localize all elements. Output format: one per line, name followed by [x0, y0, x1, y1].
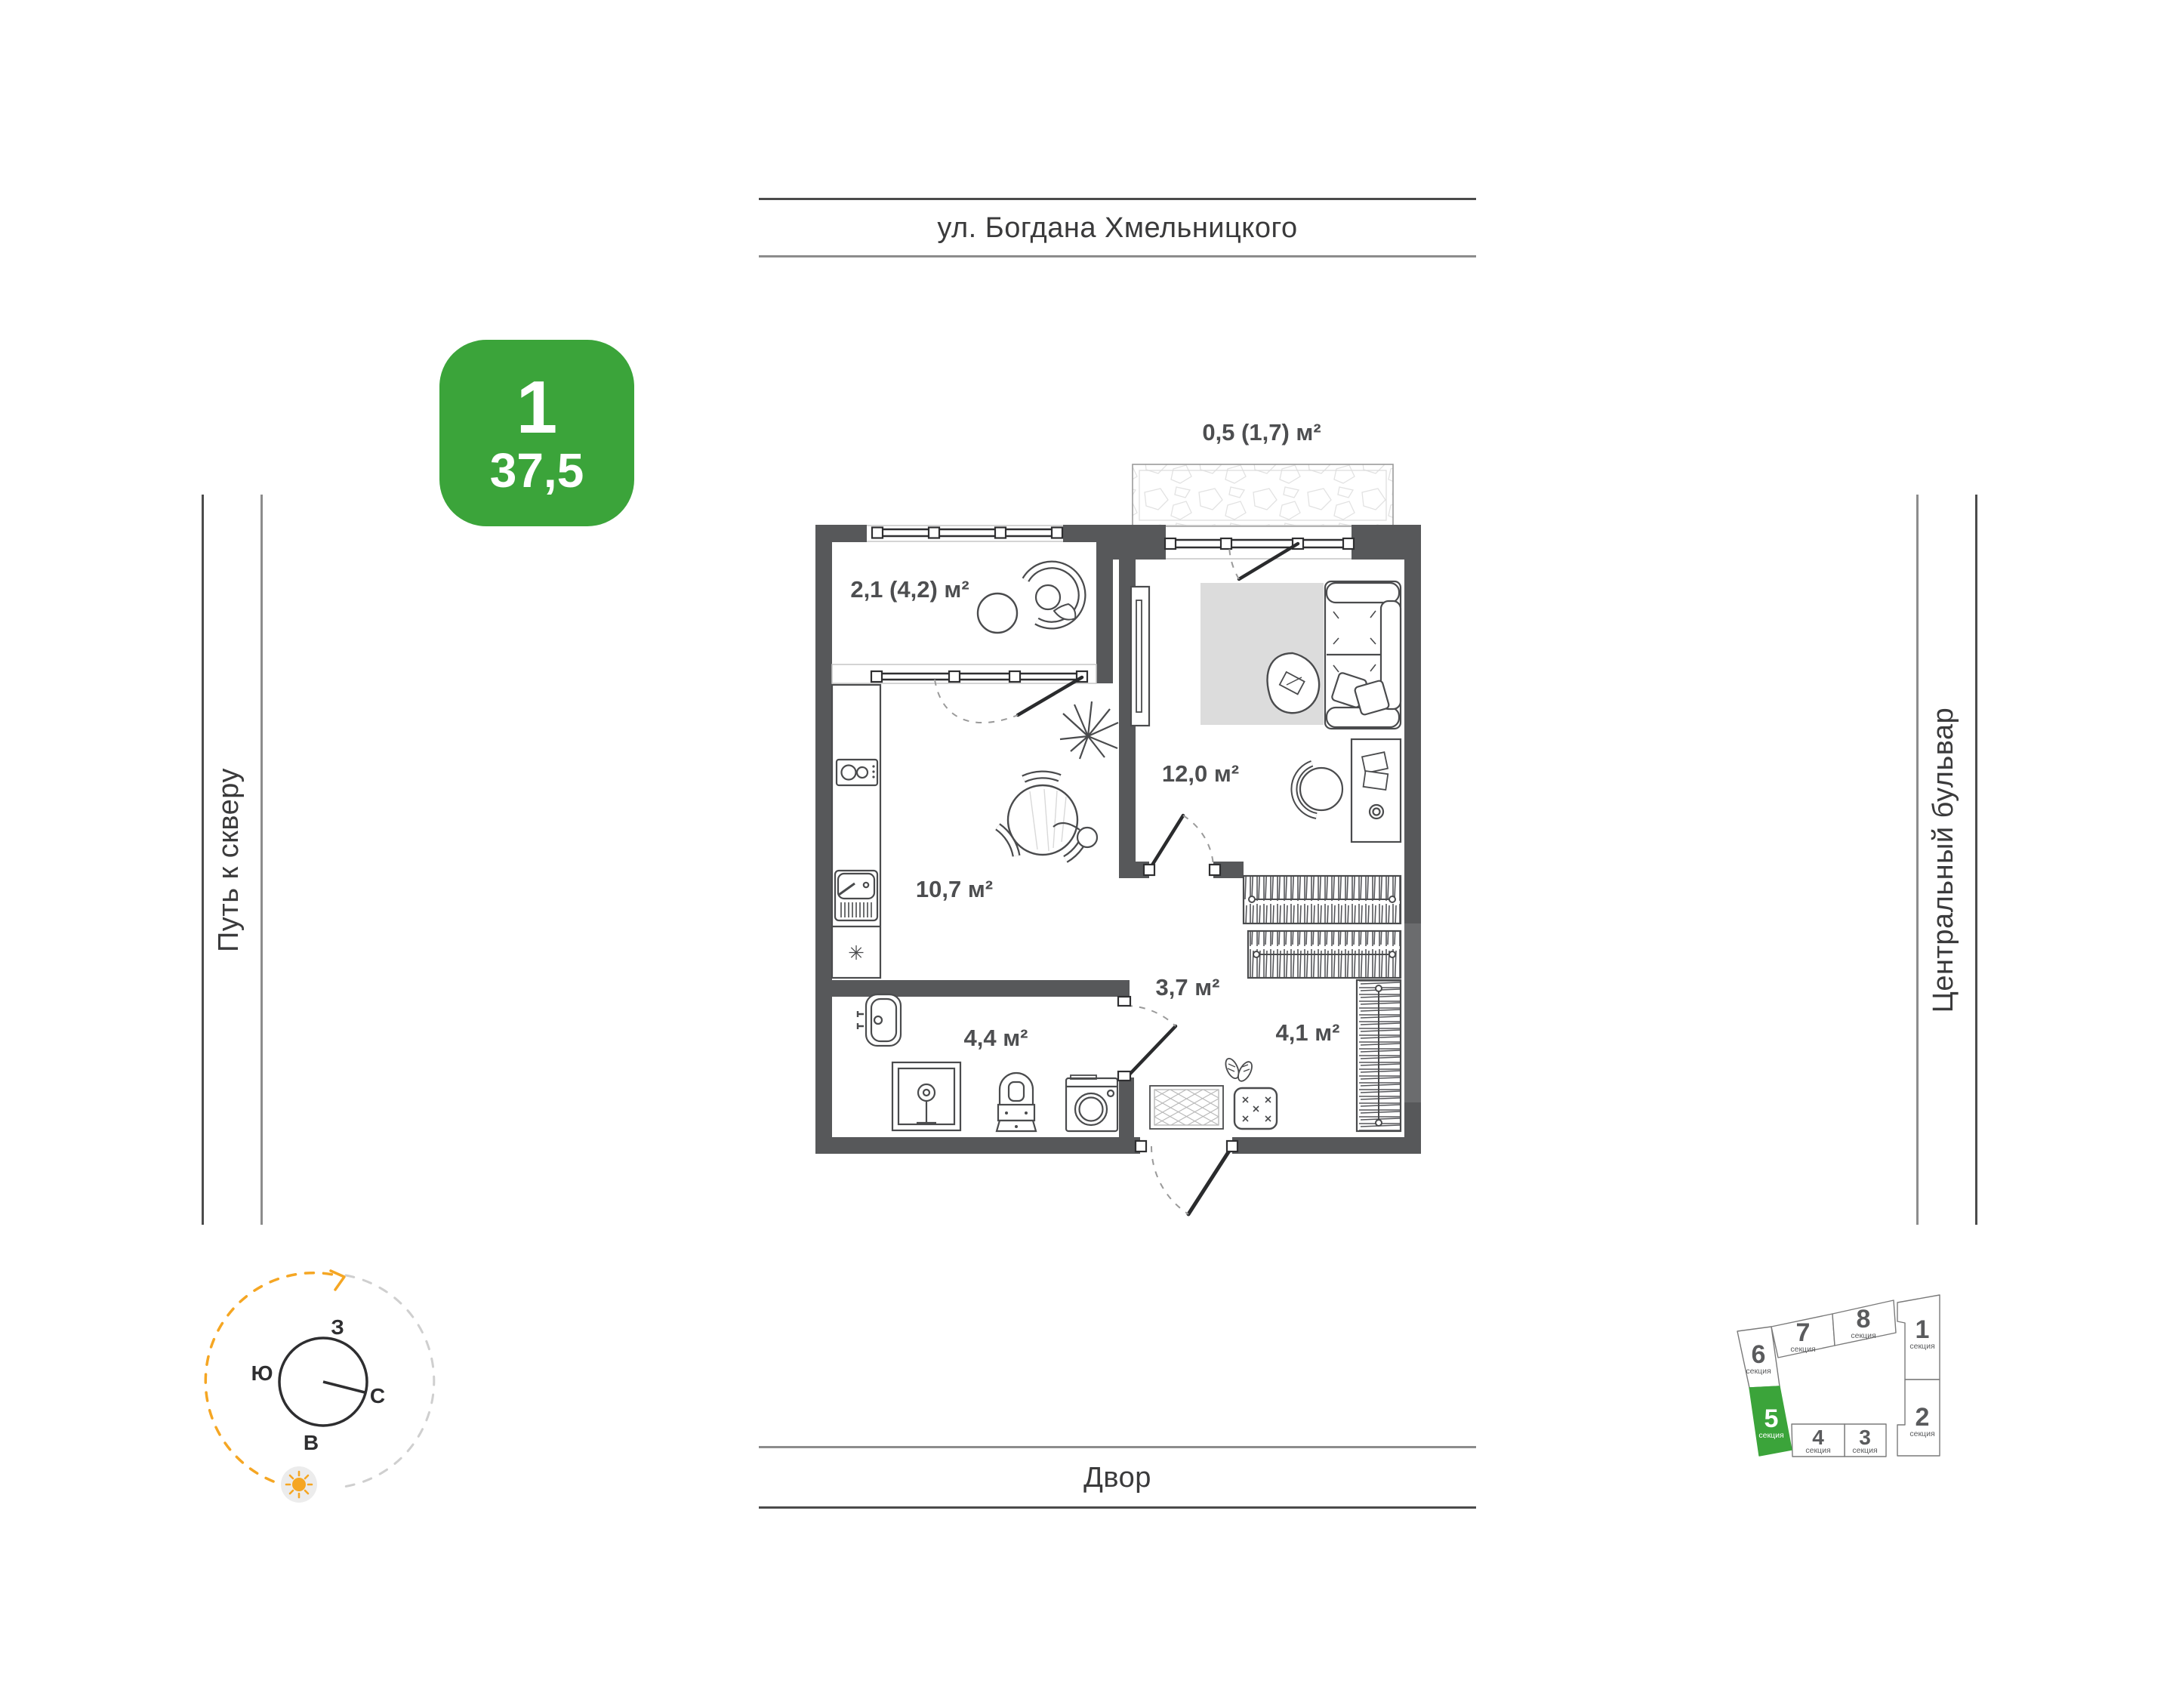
- right-street-inner-line: [1916, 495, 1919, 1225]
- top-street-outer-line: [759, 198, 1476, 200]
- slippers: [1223, 1056, 1255, 1083]
- minimap-section-8-word: секция: [1851, 1331, 1876, 1340]
- badge-rooms-count: 1: [516, 365, 558, 449]
- right-street-label: Центральный бульвар: [1928, 707, 1959, 1013]
- left-street-outer-line: [202, 495, 204, 1225]
- badge-total-area: 37,5: [489, 442, 584, 498]
- sun-icon: [281, 1466, 317, 1503]
- building-minimap: [1721, 1287, 1978, 1476]
- bottom-street-label: Двор: [1083, 1462, 1151, 1494]
- minimap-section-3-word: секция: [1852, 1446, 1878, 1455]
- minimap-section-2-number: 2: [1915, 1403, 1930, 1432]
- right-street-outer-line: [1975, 495, 1977, 1225]
- door-bathroom: [1118, 997, 1176, 1081]
- kitchen-area-label: 10,7 м²: [915, 876, 994, 902]
- minimap-section-2-word: секция: [1909, 1429, 1935, 1438]
- washing-machine: [1066, 1075, 1117, 1131]
- hallway-area-label: 3,7 м²: [1155, 974, 1220, 1000]
- sofa: [1325, 581, 1401, 729]
- person-at-table: [1077, 828, 1097, 847]
- fridge-symbol: ✳: [848, 942, 865, 964]
- door-entrance: [1136, 1141, 1237, 1214]
- room-living: [1131, 581, 1401, 842]
- left-street-label: Путь к скверу: [213, 768, 245, 952]
- left-street-inner-line: [260, 495, 263, 1225]
- kitchen-counter: [832, 685, 880, 978]
- bathroom-sink: [858, 994, 901, 1046]
- room-kitchen: [832, 685, 1118, 978]
- minimap-section-3-number: 3: [1859, 1426, 1871, 1449]
- balcony-floor: [1133, 464, 1393, 526]
- room-bathroom: [858, 994, 1117, 1131]
- minimap-section-4-number: 4: [1812, 1426, 1824, 1449]
- door-balcony: [1229, 544, 1298, 579]
- compass-south: Ю: [251, 1361, 273, 1385]
- room-balcony: [1133, 419, 1393, 526]
- floor-plan-svg: [814, 404, 1441, 1235]
- desk-chair: [1294, 763, 1342, 815]
- compass-west: З: [331, 1315, 344, 1339]
- compass: [189, 1261, 461, 1563]
- pouf: [1234, 1088, 1277, 1129]
- compass-north: С: [369, 1384, 386, 1407]
- loggia-blanket: [1054, 604, 1075, 620]
- minimap-section-6-word: секция: [1746, 1367, 1771, 1376]
- bathroom-area-label: 4,4 м²: [963, 1025, 1028, 1051]
- dining-table: [1008, 785, 1077, 855]
- door-loggia: [935, 677, 1082, 723]
- living-area-label: 12,0 м²: [1161, 760, 1240, 787]
- desk: [1352, 739, 1401, 842]
- closet-top: [1244, 876, 1401, 923]
- loggia-area-label: 2,1 (4,2) м²: [850, 576, 969, 603]
- dining-table-group: [997, 775, 1097, 859]
- toilet: [997, 1073, 1036, 1131]
- minimap-section-7-word: секция: [1790, 1345, 1816, 1354]
- plant: [1060, 701, 1118, 759]
- room-loggia: [850, 565, 1082, 633]
- minimap-section-1-number: 1: [1915, 1315, 1930, 1344]
- bottom-street-outer-line: [759, 1506, 1476, 1509]
- apartment-badge: [439, 340, 634, 526]
- window-loggia-bottom: [832, 664, 1096, 683]
- door-living-hallway: [1144, 815, 1220, 875]
- shower: [892, 1062, 960, 1130]
- loggia-table: [978, 593, 1017, 633]
- top-street-label: ул. Богдана Хмельницкого: [937, 212, 1298, 244]
- minimap-section-4-word: секция: [1805, 1446, 1831, 1455]
- minimap-section-8-number: 8: [1856, 1305, 1871, 1333]
- top-street-inner-line: [759, 255, 1476, 257]
- bottom-street-inner-line: [759, 1446, 1476, 1448]
- balcony-area-label: 0,5 (1,7) м²: [1202, 419, 1321, 445]
- tv-unit: [1131, 587, 1149, 726]
- wardrobe-area-label: 4,1 м²: [1275, 1019, 1340, 1046]
- closet-middle: [1248, 931, 1401, 978]
- compass-east: В: [303, 1431, 319, 1454]
- closet-side: [1357, 980, 1401, 1131]
- minimap-section-1-word: секция: [1909, 1342, 1935, 1351]
- window-loggia-top: [867, 526, 1063, 541]
- room-wardrobe: [1150, 876, 1401, 1131]
- minimap-section-5-number: 5: [1764, 1404, 1779, 1433]
- minimap-section-7-number: 7: [1795, 1318, 1811, 1347]
- minimap-section-6-number: 6: [1751, 1340, 1766, 1369]
- loggia-armchair-seat: [1036, 585, 1060, 609]
- minimap-section-5-word: секция: [1758, 1431, 1784, 1440]
- doormat: [1150, 1086, 1223, 1129]
- window-balcony-door: [1165, 526, 1354, 559]
